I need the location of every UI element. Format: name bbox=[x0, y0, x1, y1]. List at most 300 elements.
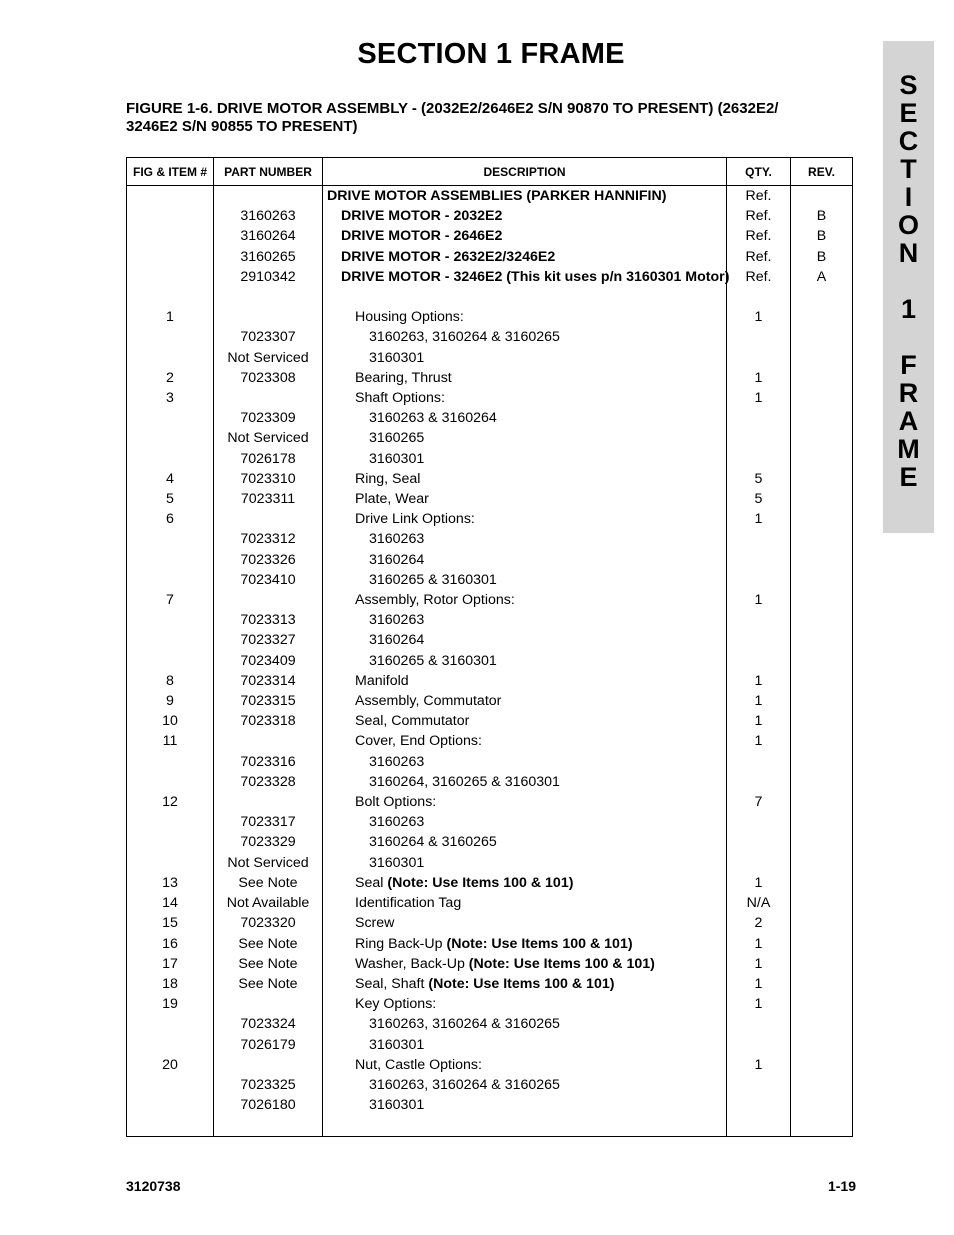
part-number-cell: 7023410 bbox=[214, 570, 323, 590]
qty-cell: 1 bbox=[727, 873, 791, 893]
rev-cell bbox=[791, 671, 853, 691]
table-filler-row bbox=[127, 1115, 853, 1136]
description-text: Drive Link Options: bbox=[355, 511, 475, 528]
side-tab-letter: C bbox=[898, 126, 919, 156]
table-row bbox=[127, 752, 853, 772]
section-title: SECTION 1 FRAME bbox=[357, 38, 625, 70]
description-cell bbox=[323, 509, 727, 529]
description-cell bbox=[323, 449, 727, 469]
table-header-row bbox=[127, 158, 853, 186]
table-row bbox=[127, 711, 853, 731]
description-text: DRIVE MOTOR - 2646E2 bbox=[341, 228, 503, 245]
rev-cell bbox=[791, 469, 853, 489]
table-row bbox=[127, 1014, 853, 1034]
qty-cell: 1 bbox=[727, 509, 791, 529]
description-cell bbox=[323, 893, 727, 913]
part-number-cell bbox=[214, 307, 323, 327]
description-text: 3160263, 3160264 & 3160265 bbox=[369, 1076, 560, 1093]
rev-cell bbox=[791, 529, 853, 549]
table-row bbox=[127, 509, 853, 529]
description-note: (Note: Use Items 100 & 101) bbox=[446, 935, 633, 952]
description-cell bbox=[323, 1035, 727, 1055]
table-row bbox=[127, 428, 853, 448]
table-row bbox=[127, 408, 853, 428]
description-text: 3160264 & 3160265 bbox=[369, 834, 497, 851]
parts-table-body bbox=[127, 186, 853, 1137]
page-number: 1-19 bbox=[827, 1178, 856, 1194]
fig-item-cell: 17 bbox=[127, 954, 214, 974]
part-number-cell bbox=[214, 509, 323, 529]
description-cell bbox=[323, 1014, 727, 1034]
rev-cell bbox=[791, 1095, 853, 1115]
rev-cell bbox=[791, 893, 853, 913]
part-number-cell bbox=[214, 994, 323, 1014]
description-text: Seal, Commutator bbox=[355, 713, 470, 730]
fig-item-cell: 2 bbox=[127, 368, 214, 388]
rev-cell bbox=[791, 489, 853, 509]
qty-cell bbox=[727, 529, 791, 549]
table-row bbox=[127, 1075, 853, 1095]
description-cell bbox=[323, 550, 727, 570]
description-cell bbox=[323, 287, 727, 307]
table-row bbox=[127, 247, 853, 267]
table-row bbox=[127, 469, 853, 489]
part-number-cell: See Note bbox=[214, 934, 323, 954]
rev-cell bbox=[791, 408, 853, 428]
rev-cell bbox=[791, 731, 853, 751]
part-number-cell: 7023324 bbox=[214, 1014, 323, 1034]
qty-cell: 1 bbox=[727, 590, 791, 610]
qty-cell bbox=[727, 348, 791, 368]
description-cell bbox=[323, 489, 727, 509]
fig-item-cell bbox=[127, 772, 214, 792]
side-tab-letter: F bbox=[900, 350, 917, 380]
qty-cell bbox=[727, 651, 791, 671]
description-cell bbox=[323, 1095, 727, 1115]
table-row bbox=[127, 287, 853, 307]
rev-cell bbox=[791, 752, 853, 772]
rev-cell bbox=[791, 1014, 853, 1034]
part-number-cell bbox=[214, 1055, 323, 1075]
part-number-cell bbox=[214, 590, 323, 610]
fig-item-cell bbox=[127, 327, 214, 347]
qty-cell bbox=[727, 752, 791, 772]
fig-item-cell: 13 bbox=[127, 873, 214, 893]
rev-cell bbox=[791, 913, 853, 933]
fig-item-cell: 11 bbox=[127, 731, 214, 751]
description-cell bbox=[323, 913, 727, 933]
qty-cell: 5 bbox=[727, 469, 791, 489]
table-row bbox=[127, 449, 853, 469]
table-row bbox=[127, 388, 853, 408]
description-cell bbox=[323, 408, 727, 428]
table-row bbox=[127, 348, 853, 368]
rev-cell: A bbox=[791, 267, 853, 287]
qty-cell: Ref. bbox=[727, 206, 791, 226]
rev-cell bbox=[791, 509, 853, 529]
rev-cell: B bbox=[791, 247, 853, 267]
rev-cell bbox=[791, 570, 853, 590]
description-cell bbox=[323, 832, 727, 852]
part-number-cell: 7023317 bbox=[214, 812, 323, 832]
qty-cell bbox=[727, 1035, 791, 1055]
description-text: 3160301 bbox=[369, 1036, 425, 1053]
side-tab-letter: O bbox=[897, 210, 919, 240]
description-text: Ring Back-Up bbox=[355, 935, 447, 952]
qty-cell: 1 bbox=[727, 671, 791, 691]
part-number-cell: 2910342 bbox=[214, 267, 323, 287]
fig-item-cell bbox=[127, 570, 214, 590]
side-tab-letter: I bbox=[904, 182, 913, 212]
fig-item-cell: 10 bbox=[127, 711, 214, 731]
fig-item-cell: 3 bbox=[127, 388, 214, 408]
rev-cell bbox=[791, 388, 853, 408]
side-tab-letters bbox=[883, 71, 934, 491]
side-tab-letter: T bbox=[900, 154, 917, 184]
table-row bbox=[127, 691, 853, 711]
description-cell bbox=[323, 691, 727, 711]
part-number-cell: Not Available bbox=[214, 893, 323, 913]
description-text: 3160265 & 3160301 bbox=[369, 652, 497, 669]
table-row bbox=[127, 772, 853, 792]
description-text: Key Options: bbox=[355, 996, 437, 1013]
fig-item-cell: 18 bbox=[127, 974, 214, 994]
fig-item-cell bbox=[127, 752, 214, 772]
description-cell bbox=[323, 630, 727, 650]
table-row bbox=[127, 671, 853, 691]
header-qty: QTY. bbox=[727, 158, 791, 186]
table-row bbox=[127, 489, 853, 509]
fig-item-cell bbox=[127, 348, 214, 368]
rev-cell bbox=[791, 853, 853, 873]
table-row bbox=[127, 893, 853, 913]
part-number-cell: 7026178 bbox=[214, 449, 323, 469]
header-part-number: PART NUMBER bbox=[214, 158, 323, 186]
rev-cell bbox=[791, 327, 853, 347]
fig-item-cell bbox=[127, 287, 214, 307]
description-cell bbox=[323, 853, 727, 873]
fig-item-cell bbox=[127, 1095, 214, 1115]
rev-cell bbox=[791, 307, 853, 327]
rev-cell bbox=[791, 711, 853, 731]
description-text: 3160263 bbox=[369, 612, 425, 629]
part-number-cell: 3160264 bbox=[214, 226, 323, 246]
table-row bbox=[127, 550, 853, 570]
part-number-cell: 7023325 bbox=[214, 1075, 323, 1095]
fig-item-cell bbox=[127, 206, 214, 226]
fig-item-cell bbox=[127, 267, 214, 287]
qty-cell: Ref. bbox=[727, 267, 791, 287]
description-cell bbox=[323, 873, 727, 893]
qty-cell: Ref. bbox=[727, 226, 791, 246]
part-number-cell: 7023311 bbox=[214, 489, 323, 509]
fig-item-cell bbox=[127, 651, 214, 671]
part-number-cell bbox=[214, 731, 323, 751]
side-tab-letter: S bbox=[899, 70, 918, 100]
rev-cell bbox=[791, 954, 853, 974]
part-number-cell: 7026180 bbox=[214, 1095, 323, 1115]
rev-cell bbox=[791, 934, 853, 954]
rev-cell bbox=[791, 812, 853, 832]
rev-cell bbox=[791, 832, 853, 852]
part-number-cell: Not Serviced bbox=[214, 428, 323, 448]
description-note: (Note: Use Items 100 & 101) bbox=[428, 975, 615, 992]
qty-cell bbox=[727, 408, 791, 428]
description-text: 3160263 & 3160264 bbox=[369, 410, 497, 427]
part-number-cell: 3160265 bbox=[214, 247, 323, 267]
description-cell bbox=[323, 752, 727, 772]
side-tab-letter: A bbox=[898, 406, 919, 436]
description-text: Shaft Options: bbox=[355, 390, 445, 407]
qty-cell bbox=[727, 570, 791, 590]
rev-cell bbox=[791, 348, 853, 368]
description-text: DRIVE MOTOR ASSEMBLIES (PARKER HANNIFIN) bbox=[327, 188, 667, 204]
side-tab-letter: M bbox=[897, 434, 920, 464]
part-number-cell bbox=[214, 792, 323, 812]
side-tab-letter: 1 bbox=[900, 294, 917, 324]
part-number-cell: 7023314 bbox=[214, 671, 323, 691]
rev-cell bbox=[791, 610, 853, 630]
rev-cell bbox=[791, 630, 853, 650]
part-number-cell: See Note bbox=[214, 974, 323, 994]
description-cell bbox=[323, 974, 727, 994]
description-cell bbox=[323, 428, 727, 448]
part-number-cell bbox=[214, 186, 323, 207]
description-text: 3160264, 3160265 & 3160301 bbox=[369, 773, 560, 790]
part-number-cell: 7023315 bbox=[214, 691, 323, 711]
part-number-cell: 7023320 bbox=[214, 913, 323, 933]
rev-cell bbox=[791, 449, 853, 469]
description-cell bbox=[323, 934, 727, 954]
header-rev: REV. bbox=[791, 158, 853, 186]
table-row bbox=[127, 1035, 853, 1055]
description-text: Plate, Wear bbox=[355, 491, 429, 508]
part-number-cell: 7023307 bbox=[214, 327, 323, 347]
document-number: 3120738 bbox=[126, 1178, 181, 1194]
description-text: Manifold bbox=[355, 672, 409, 689]
table-row bbox=[127, 529, 853, 549]
header-fig-item: FIG & ITEM # bbox=[127, 158, 214, 186]
qty-cell bbox=[727, 1095, 791, 1115]
rev-cell bbox=[791, 792, 853, 812]
description-cell bbox=[323, 590, 727, 610]
fig-item-cell: 12 bbox=[127, 792, 214, 812]
qty-cell: 1 bbox=[727, 368, 791, 388]
rev-cell bbox=[791, 1035, 853, 1055]
fig-item-cell: 6 bbox=[127, 509, 214, 529]
side-tab-letter: R bbox=[898, 378, 919, 408]
qty-cell: 1 bbox=[727, 974, 791, 994]
fig-item-cell bbox=[127, 428, 214, 448]
part-number-cell: Not Serviced bbox=[214, 853, 323, 873]
part-number-cell: 7023309 bbox=[214, 408, 323, 428]
part-number-cell: 7023310 bbox=[214, 469, 323, 489]
side-tab-letter: E bbox=[899, 98, 918, 128]
qty-cell: 1 bbox=[727, 934, 791, 954]
table-row bbox=[127, 570, 853, 590]
fig-item-cell bbox=[127, 812, 214, 832]
description-cell bbox=[323, 307, 727, 327]
qty-cell: 2 bbox=[727, 913, 791, 933]
description-text: Housing Options: bbox=[355, 309, 464, 326]
part-number-cell: 7023318 bbox=[214, 711, 323, 731]
qty-cell bbox=[727, 428, 791, 448]
description-cell bbox=[323, 711, 727, 731]
part-number-cell: 7023313 bbox=[214, 610, 323, 630]
fig-item-cell bbox=[127, 186, 214, 207]
fig-item-cell bbox=[127, 247, 214, 267]
fig-item-cell: 9 bbox=[127, 691, 214, 711]
description-text: Bolt Options: bbox=[355, 794, 437, 811]
description-cell bbox=[323, 610, 727, 630]
table-row bbox=[127, 651, 853, 671]
rev-cell bbox=[791, 1055, 853, 1075]
fig-item-cell bbox=[127, 630, 214, 650]
table-row bbox=[127, 792, 853, 812]
description-text: Bearing, Thrust bbox=[355, 369, 452, 386]
qty-cell: 1 bbox=[727, 994, 791, 1014]
table-row bbox=[127, 731, 853, 751]
rev-cell bbox=[791, 186, 853, 207]
filler-cell bbox=[791, 1115, 853, 1136]
fig-item-cell bbox=[127, 832, 214, 852]
part-number-cell bbox=[214, 388, 323, 408]
table-row bbox=[127, 368, 853, 388]
fig-item-cell bbox=[127, 1014, 214, 1034]
table-row bbox=[127, 186, 853, 207]
qty-cell: 1 bbox=[727, 1055, 791, 1075]
description-cell bbox=[323, 651, 727, 671]
fig-item-cell: 19 bbox=[127, 994, 214, 1014]
rev-cell bbox=[791, 590, 853, 610]
filler-cell bbox=[323, 1115, 727, 1136]
table-row bbox=[127, 1055, 853, 1075]
description-text: Ring, Seal bbox=[355, 470, 421, 487]
description-text: 3160301 bbox=[369, 349, 425, 366]
description-cell bbox=[323, 792, 727, 812]
fig-item-cell bbox=[127, 226, 214, 246]
description-text: 3160265 & 3160301 bbox=[369, 571, 497, 588]
description-note: (Note: Use Items 100 & 101) bbox=[387, 874, 574, 891]
description-text: Nut, Castle Options: bbox=[355, 1056, 482, 1073]
part-number-cell: 7026179 bbox=[214, 1035, 323, 1055]
description-text: Washer, Back-Up bbox=[355, 955, 469, 972]
description-cell bbox=[323, 267, 730, 287]
description-text: 3160263 bbox=[369, 753, 425, 770]
rev-cell bbox=[791, 428, 853, 448]
description-text: 3160263 bbox=[369, 531, 425, 548]
description-cell bbox=[323, 731, 727, 751]
fig-item-cell: 7 bbox=[127, 590, 214, 610]
qty-cell bbox=[727, 610, 791, 630]
header-description: DESCRIPTION bbox=[323, 158, 727, 186]
part-number-cell: 3160263 bbox=[214, 206, 323, 226]
part-number-cell: See Note bbox=[214, 873, 323, 893]
qty-cell: 1 bbox=[727, 731, 791, 751]
table-row bbox=[127, 267, 853, 287]
rev-cell: B bbox=[791, 206, 853, 226]
rev-cell bbox=[791, 287, 853, 307]
table-row bbox=[127, 934, 853, 954]
figure-title: FIGURE 1-6. DRIVE MOTOR ASSEMBLY - (2032E2/2646E2 S/N 90870 TO PRESENT) (2632E2/ 3246E2 S/N 90855 TO PRESENT) bbox=[126, 100, 779, 135]
description-text: 3160264 bbox=[369, 551, 425, 568]
qty-cell bbox=[727, 287, 791, 307]
fig-item-cell bbox=[127, 1075, 214, 1095]
description-text: DRIVE MOTOR - 3246E2 (This kit uses p/n 3160301 Motor) bbox=[341, 268, 730, 285]
rev-cell bbox=[791, 368, 853, 388]
qty-cell: 7 bbox=[727, 792, 791, 812]
fig-item-cell bbox=[127, 529, 214, 549]
part-number-cell: 7023329 bbox=[214, 832, 323, 852]
fig-item-cell: 5 bbox=[127, 489, 214, 509]
table-row bbox=[127, 590, 853, 610]
rev-cell bbox=[791, 1075, 853, 1095]
qty-cell: N/A bbox=[727, 893, 791, 913]
description-text: 3160301 bbox=[369, 1097, 425, 1114]
parts-table bbox=[126, 157, 853, 1137]
table-row bbox=[127, 853, 853, 873]
fig-item-cell: 15 bbox=[127, 913, 214, 933]
description-cell bbox=[323, 1055, 727, 1075]
table-row bbox=[127, 873, 853, 893]
description-cell bbox=[323, 206, 727, 226]
description-text: 3160264 bbox=[369, 632, 425, 649]
description-cell bbox=[323, 469, 727, 489]
table-row bbox=[127, 832, 853, 852]
rev-cell bbox=[791, 772, 853, 792]
qty-cell: 1 bbox=[727, 954, 791, 974]
part-number-cell: See Note bbox=[214, 954, 323, 974]
qty-cell: 5 bbox=[727, 489, 791, 509]
description-text: Identification Tag bbox=[355, 895, 462, 912]
rev-cell bbox=[791, 974, 853, 994]
part-number-cell: 7023308 bbox=[214, 368, 323, 388]
part-number-cell: Not Serviced bbox=[214, 348, 323, 368]
table-row bbox=[127, 630, 853, 650]
table-row bbox=[127, 954, 853, 974]
fig-item-cell: 8 bbox=[127, 671, 214, 691]
qty-cell: Ref. bbox=[727, 186, 791, 207]
description-cell bbox=[323, 812, 727, 832]
part-number-cell bbox=[214, 287, 323, 307]
description-text: 3160263, 3160264 & 3160265 bbox=[369, 329, 560, 346]
qty-cell bbox=[727, 1014, 791, 1034]
qty-cell: 1 bbox=[727, 388, 791, 408]
description-text: DRIVE MOTOR - 2632E2/3246E2 bbox=[341, 248, 556, 265]
qty-cell bbox=[727, 327, 791, 347]
fig-item-cell: 1 bbox=[127, 307, 214, 327]
description-text: 3160265 bbox=[369, 430, 425, 447]
description-cell bbox=[323, 368, 727, 388]
rev-cell: B bbox=[791, 226, 853, 246]
fig-item-cell bbox=[127, 1035, 214, 1055]
description-cell bbox=[323, 671, 727, 691]
description-text: Screw bbox=[355, 915, 395, 932]
side-tab-letter: E bbox=[899, 462, 918, 492]
fig-item-cell: 4 bbox=[127, 469, 214, 489]
qty-cell: 1 bbox=[727, 711, 791, 731]
section-side-tab bbox=[883, 41, 934, 533]
table-row bbox=[127, 307, 853, 327]
qty-cell: Ref. bbox=[727, 247, 791, 267]
rev-cell bbox=[791, 873, 853, 893]
fig-item-cell bbox=[127, 408, 214, 428]
table-row bbox=[127, 327, 853, 347]
table-row bbox=[127, 994, 853, 1014]
part-number-cell: 7023328 bbox=[214, 772, 323, 792]
fig-item-cell bbox=[127, 550, 214, 570]
qty-cell bbox=[727, 812, 791, 832]
